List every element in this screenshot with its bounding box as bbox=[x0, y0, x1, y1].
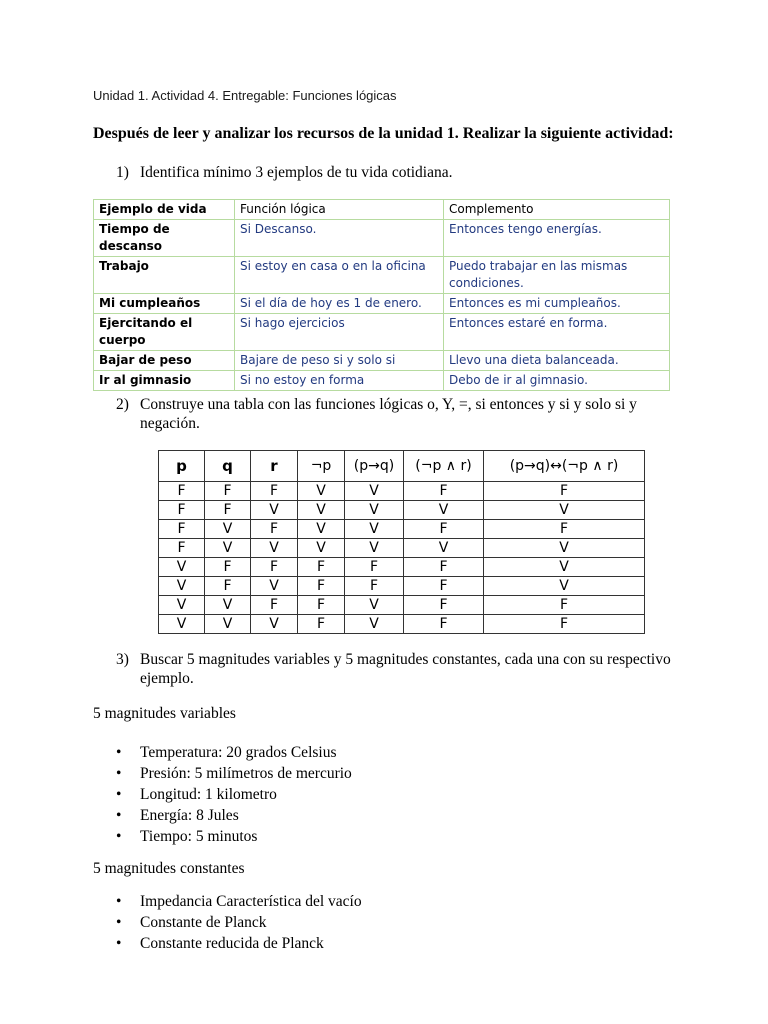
table-cell: Si hago ejercicios bbox=[235, 314, 444, 351]
bullet-icon: • bbox=[116, 744, 122, 761]
truth-table-cell: V bbox=[205, 539, 251, 558]
truth-table-row bbox=[159, 501, 645, 520]
question-number: 1) bbox=[116, 164, 129, 181]
truth-table-cell: V bbox=[484, 558, 645, 577]
truth-table-cell: V bbox=[298, 501, 345, 520]
table-cell: Trabajo bbox=[94, 257, 235, 294]
truth-table-cell: F bbox=[404, 520, 484, 539]
truth-table-cell: F bbox=[205, 577, 251, 596]
bullet-icon: • bbox=[116, 935, 122, 952]
truth-table-row bbox=[159, 539, 645, 558]
table-cell: Ir al gimnasio bbox=[94, 371, 235, 391]
list-item-text: Constante de Planck bbox=[140, 914, 267, 931]
question-number: 2) bbox=[116, 396, 129, 413]
table-cell: Debo de ir al gimnasio. bbox=[444, 371, 670, 391]
table-cell: Tiempo de descanso bbox=[94, 220, 235, 257]
truth-table-cell: V bbox=[298, 539, 345, 558]
truth-table-cell: V bbox=[345, 501, 404, 520]
bullet-icon: • bbox=[116, 893, 122, 910]
column-header: (¬p ∧ r) bbox=[404, 451, 484, 482]
truth-table-row bbox=[159, 596, 645, 615]
question-text-line2: ejemplo. bbox=[140, 670, 194, 687]
table-cell: Si el día de hoy es 1 de enero. bbox=[235, 294, 444, 314]
truth-table-cell: V bbox=[251, 501, 298, 520]
list-item-text: Constante reducida de Planck bbox=[140, 935, 324, 952]
table-row bbox=[94, 294, 670, 314]
truth-table-cell: F bbox=[205, 482, 251, 501]
list-item bbox=[116, 933, 362, 954]
column-header: p bbox=[159, 451, 205, 482]
truth-table-cell: F bbox=[404, 615, 484, 634]
table-cell: Mi cumpleaños bbox=[94, 294, 235, 314]
truth-table-row bbox=[159, 482, 645, 501]
truth-table-cell: F bbox=[298, 577, 345, 596]
truth-table-cell: V bbox=[345, 520, 404, 539]
table-cell: Bajare de peso si y solo si bbox=[235, 351, 444, 371]
truth-table-cell: F bbox=[484, 482, 645, 501]
table-row bbox=[94, 351, 670, 371]
truth-table-cell: V bbox=[205, 596, 251, 615]
truth-table-cell: F bbox=[251, 482, 298, 501]
truth-table-cell: V bbox=[205, 615, 251, 634]
truth-table-cell: V bbox=[345, 615, 404, 634]
bullet-icon: • bbox=[116, 765, 122, 782]
list-item bbox=[116, 763, 352, 784]
truth-table-cell: V bbox=[251, 615, 298, 634]
truth-table-cell: V bbox=[251, 577, 298, 596]
list-item bbox=[116, 805, 352, 826]
truth-table-cell: F bbox=[404, 596, 484, 615]
truth-table-cell: F bbox=[205, 501, 251, 520]
list-item bbox=[116, 891, 362, 912]
table-cell: Entonces es mi cumpleaños. bbox=[444, 294, 670, 314]
truth-table-cell: F bbox=[298, 558, 345, 577]
truth-table-cell: F bbox=[251, 596, 298, 615]
list-item-text: Tiempo: 5 minutos bbox=[140, 828, 258, 845]
truth-table-cell: F bbox=[251, 520, 298, 539]
table-cell: Si Descanso. bbox=[235, 220, 444, 257]
list-item bbox=[116, 912, 362, 933]
truth-table-cell: F bbox=[345, 577, 404, 596]
table-cell: Entonces tengo energías. bbox=[444, 220, 670, 257]
list-item-text: Temperatura: 20 grados Celsius bbox=[140, 744, 337, 761]
truth-table-cell: V bbox=[298, 482, 345, 501]
column-header: q bbox=[205, 451, 251, 482]
truth-table-cell: V bbox=[404, 501, 484, 520]
table-header-row bbox=[94, 200, 670, 220]
list-item bbox=[116, 826, 352, 847]
list-item-text: Longitud: 1 kilometro bbox=[140, 786, 277, 803]
truth-table-cell: V bbox=[159, 558, 205, 577]
list-item-text: Presión: 5 milímetros de mercurio bbox=[140, 765, 352, 782]
table-row bbox=[94, 371, 670, 391]
column-header: Ejemplo de vida bbox=[94, 200, 235, 220]
truth-table bbox=[158, 450, 645, 634]
question-number: 3) bbox=[116, 651, 129, 668]
truth-table-cell: F bbox=[484, 596, 645, 615]
table-row bbox=[94, 257, 670, 294]
truth-table-cell: F bbox=[159, 520, 205, 539]
life-examples-table bbox=[93, 199, 670, 391]
table-cell: Llevo una dieta balanceada. bbox=[444, 351, 670, 371]
truth-table-cell: V bbox=[484, 577, 645, 596]
truth-table-body bbox=[159, 482, 645, 634]
constantes-list bbox=[116, 891, 362, 954]
column-header: Complemento bbox=[444, 200, 670, 220]
column-header: (p→q)↔(¬p ∧ r) bbox=[484, 451, 645, 482]
truth-table-cell: V bbox=[159, 596, 205, 615]
truth-table-cell: F bbox=[404, 558, 484, 577]
variables-list bbox=[116, 742, 352, 847]
table-cell: Puedo trabajar en las mismas condiciones. bbox=[444, 257, 670, 294]
truth-table-cell: V bbox=[251, 539, 298, 558]
table-cell: Bajar de peso bbox=[94, 351, 235, 371]
truth-table-cell: F bbox=[484, 615, 645, 634]
truth-table-cell: V bbox=[298, 520, 345, 539]
table-cell: Si no estoy en forma bbox=[235, 371, 444, 391]
list-item-text: Energía: 8 Jules bbox=[140, 807, 239, 824]
truth-table-cell: F bbox=[484, 520, 645, 539]
truth-table-cell: V bbox=[345, 482, 404, 501]
bullet-icon: • bbox=[116, 828, 122, 845]
column-header: Función lógica bbox=[235, 200, 444, 220]
bullet-icon: • bbox=[116, 807, 122, 824]
truth-table-cell: V bbox=[484, 501, 645, 520]
variables-title: 5 magnitudes variables bbox=[93, 705, 236, 722]
column-header: r bbox=[251, 451, 298, 482]
question-text: Identifica mínimo 3 ejemplos de tu vida cotidiana. bbox=[140, 164, 453, 181]
table-cell: Entonces estaré en forma. bbox=[444, 314, 670, 351]
truth-table-cell: F bbox=[159, 501, 205, 520]
truth-table-cell: F bbox=[205, 558, 251, 577]
truth-table-cell: F bbox=[251, 558, 298, 577]
constantes-title: 5 magnitudes constantes bbox=[93, 860, 245, 877]
question-text-line1: Construye una tabla con las funciones lógicas o, Y, =, si entonces y si y solo si y bbox=[140, 396, 637, 413]
truth-table-cell: F bbox=[404, 577, 484, 596]
question-text-line1: Buscar 5 magnitudes variables y 5 magnitudes constantes, cada una con su respectivo bbox=[140, 651, 671, 668]
truth-table-cell: V bbox=[159, 577, 205, 596]
truth-table-cell: F bbox=[298, 596, 345, 615]
question-text-line2: negación. bbox=[140, 415, 200, 432]
list-item-text: Impedancia Característica del vacío bbox=[140, 893, 362, 910]
truth-table-cell: V bbox=[345, 596, 404, 615]
truth-table-cell: V bbox=[205, 520, 251, 539]
truth-table-cell: F bbox=[159, 482, 205, 501]
list-item bbox=[116, 784, 352, 805]
table-row bbox=[94, 220, 670, 257]
truth-table-cell: V bbox=[159, 615, 205, 634]
truth-table-cell: V bbox=[404, 539, 484, 558]
truth-table-cell: F bbox=[298, 615, 345, 634]
table-cell: Ejercitando el cuerpo bbox=[94, 314, 235, 351]
column-header: (p→q) bbox=[345, 451, 404, 482]
truth-table-row bbox=[159, 558, 645, 577]
truth-table-row bbox=[159, 577, 645, 596]
bullet-icon: • bbox=[116, 914, 122, 931]
table-row bbox=[94, 314, 670, 351]
truth-table-cell: F bbox=[404, 482, 484, 501]
bullet-icon: • bbox=[116, 786, 122, 803]
table-cell: Si estoy en casa o en la oficina bbox=[235, 257, 444, 294]
truth-table-cell: V bbox=[484, 539, 645, 558]
list-item bbox=[116, 742, 352, 763]
column-header: ¬p bbox=[298, 451, 345, 482]
truth-table-row bbox=[159, 615, 645, 634]
truth-table-row bbox=[159, 520, 645, 539]
truth-table-header-row bbox=[159, 451, 645, 482]
document-header: Unidad 1. Actividad 4. Entregable: Funciones lógicas bbox=[93, 88, 397, 103]
intro-heading: Después de leer y analizar los recursos de la unidad 1. Realizar la siguiente actividad: bbox=[93, 125, 674, 142]
truth-table-cell: V bbox=[345, 539, 404, 558]
truth-table-cell: F bbox=[159, 539, 205, 558]
truth-table-cell: F bbox=[345, 558, 404, 577]
